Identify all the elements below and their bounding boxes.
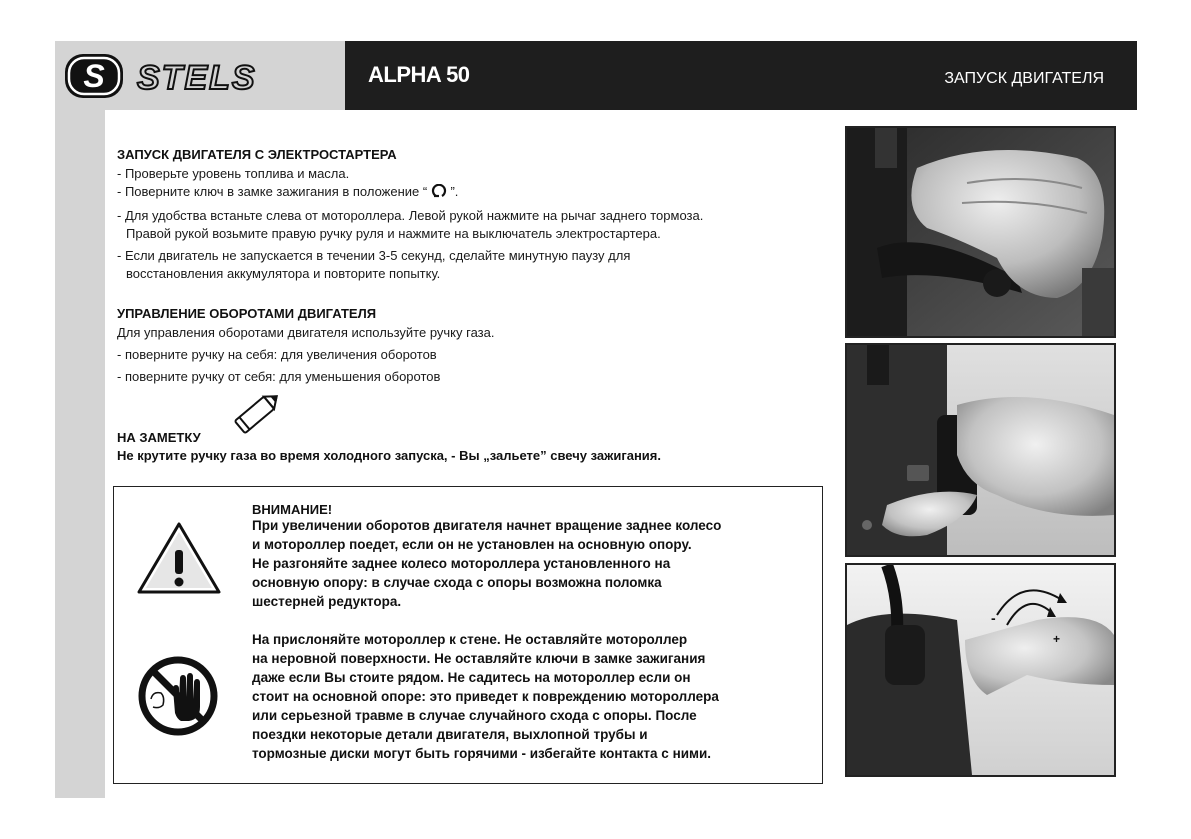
brand-wordmark: STELS: [137, 59, 257, 97]
warning-paragraph-wheel: [252, 516, 807, 611]
warning-line: или серьезной травме в случае случайного схода с опоры. После: [252, 708, 697, 723]
start-step-key-end: ”.: [450, 184, 459, 199]
warning-paragraph-safety: [252, 630, 807, 763]
start-step-fuel: - Проверьте уровень топлива и масла.: [117, 166, 350, 181]
warning-line: стоит на основной опоре: это приведет к повреждению мотороллера: [252, 689, 719, 704]
warning-line: При увеличении оборотов двигателя начнет вращение заднее колесо: [252, 518, 722, 533]
warning-triangle-icon: [135, 520, 223, 596]
start-step-key-text: - Поверните ключ в замке зажигания в положение “: [117, 184, 428, 199]
start-step-brake: - Для удобства встаньте слева от мотороллера. Левой рукой нажмите на рычаг заднего тормоза.: [117, 208, 704, 223]
photo-starter-button: [845, 343, 1116, 557]
starter-button-illustration: [847, 345, 1114, 555]
decrease-symbol: -: [991, 610, 996, 626]
warning-line: На прислоняйте мотороллер к стене. Не оставляйте мотороллер: [252, 632, 688, 647]
model-title: ALPHA 50: [368, 62, 470, 87]
throttle-decrease: - поверните ручку от себя: для уменьшения оборотов: [117, 369, 441, 384]
note-heading: НА ЗАМЕТКУ: [117, 430, 201, 445]
start-step-retry: - Если двигатель не запускается в течении 3-5 секунд, сделайте минутную паузу для: [117, 248, 631, 263]
warning-line: шестерней редуктора.: [252, 594, 402, 609]
photo-throttle-grip: [845, 563, 1116, 777]
warning-line: основную опору: в случае схода с опоры возможна поломка: [252, 575, 662, 590]
warning-title: ВНИМАНИЕ!: [252, 502, 333, 517]
warning-line: тормозные диски могут быть горячими - избегайте контакта с ними.: [252, 746, 712, 761]
section-title: ЗАПУСК ДВИГАТЕЛЯ: [944, 70, 1104, 87]
start-step-retry-cont: восстановления аккумулятора и повторите попытку.: [126, 266, 441, 281]
stels-logo: [55, 41, 345, 110]
brake-lever-illustration: [847, 128, 1114, 336]
increase-symbol: +: [1053, 632, 1061, 646]
sidebar-strip: [55, 110, 105, 798]
svg-text:S: S: [83, 58, 105, 94]
warning-line: и мотороллер поедет, если он не установлен на основную опору.: [252, 537, 692, 552]
throttle-grip-illustration: [847, 565, 1114, 775]
warning-line: на неровной поверхности. Не оставляйте ключи в замке зажигания: [252, 651, 706, 666]
logo-panel: [55, 41, 345, 110]
prohibition-hand-icon: [137, 655, 219, 737]
warning-line: Не разгоняйте заднее колесо мотороллера установленного на: [252, 556, 671, 571]
start-heading: ЗАПУСК ДВИГАТЕЛЯ С ЭЛЕКТРОСТАРТЕРА: [117, 147, 397, 162]
pencil-icon: [228, 392, 286, 444]
start-step-key: [117, 183, 458, 201]
note-text: Не крутите ручку газа во время холодного запуска, - Вы „зальете” свечу зажигания.: [117, 448, 662, 463]
throttle-intro: Для управления оборотами двигателя используйте ручку газа.: [117, 325, 495, 340]
photo-brake-lever: [845, 126, 1116, 338]
warning-line: поездки некоторые детали двигателя, выхлопной трубы и: [252, 727, 648, 742]
throttle-heading: УПРАВЛЕНИЕ ОБОРОТАМИ ДВИГАТЕЛЯ: [117, 306, 377, 321]
start-step-starter: Правой рукой возьмите правую ручку руля и нажмите на выключатель электростартера.: [126, 226, 661, 241]
ignition-on-icon: [431, 184, 447, 198]
warning-line: даже если Вы стоите рядом. Не садитесь на мотороллер если он: [252, 670, 691, 685]
throttle-increase: - поверните ручку на себя: для увеличения оборотов: [117, 347, 437, 362]
